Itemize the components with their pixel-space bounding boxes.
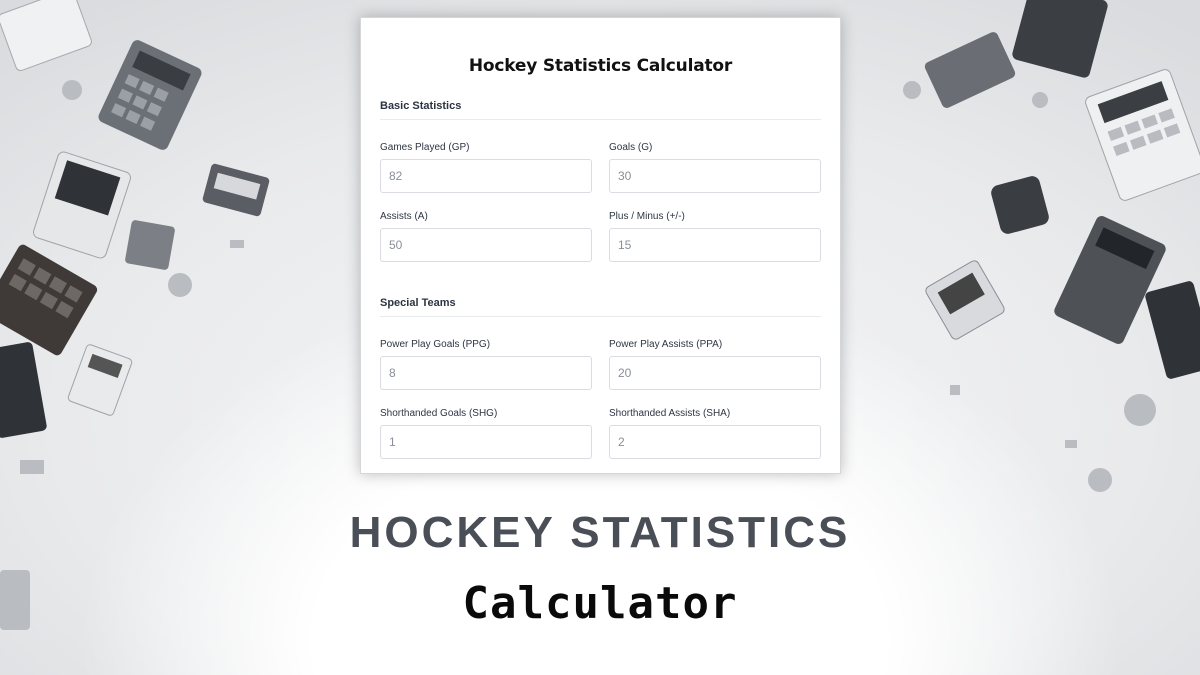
banner-subline: Calculator: [462, 578, 738, 629]
calculator-icon: [923, 30, 1017, 109]
calculator-form-card: [360, 17, 841, 474]
plus-minus-label: Plus / Minus (+/-): [609, 211, 685, 222]
calculator-icon: [0, 0, 93, 72]
calculator-icon: [97, 38, 204, 152]
shorthanded-assists-input[interactable]: [609, 425, 821, 459]
calculator-icon: [202, 163, 270, 217]
section-title-special-teams: Special Teams: [380, 297, 456, 309]
shorthanded-goals-label: Shorthanded Goals (SHG): [380, 408, 498, 419]
calculator-icon: [125, 220, 176, 271]
calculator-icon: [67, 344, 133, 417]
shorthanded-assists-label: Shorthanded Assists (SHA): [609, 408, 731, 419]
calculator-icon: [32, 150, 132, 259]
calculator-icon: [0, 341, 47, 438]
section-title-basic-statistics: Basic Statistics: [380, 100, 462, 112]
games-played-label: Games Played (GP): [380, 142, 470, 153]
calculator-icon: [1011, 0, 1109, 79]
banner-headline: HOCKEY STATISTICS: [349, 508, 851, 557]
calculator-icon: [1052, 214, 1167, 346]
power-play-assists-input[interactable]: [609, 356, 821, 390]
power-play-goals-label: Power Play Goals (PPG): [380, 339, 491, 350]
games-played-input[interactable]: [380, 159, 592, 193]
shorthanded-goals-input[interactable]: [380, 425, 592, 459]
assists-input[interactable]: [380, 228, 592, 262]
calculator-title: Hockey Statistics Calculator: [468, 56, 733, 76]
goals-input[interactable]: [609, 159, 821, 193]
section-divider: [380, 119, 821, 120]
calculator-icon: [1084, 68, 1200, 202]
power-play-goals-input[interactable]: [380, 356, 592, 390]
plus-minus-input[interactable]: [609, 228, 821, 262]
goals-label: Goals (G): [609, 142, 653, 153]
calculator-icon: [989, 174, 1050, 235]
calculator-icon: [0, 243, 99, 357]
calculator-icon: [924, 259, 1006, 341]
section-divider: [380, 316, 821, 317]
assists-label: Assists (A): [380, 211, 428, 222]
power-play-assists-label: Power Play Assists (PPA): [609, 339, 723, 350]
calculator-icon: [1144, 280, 1200, 380]
